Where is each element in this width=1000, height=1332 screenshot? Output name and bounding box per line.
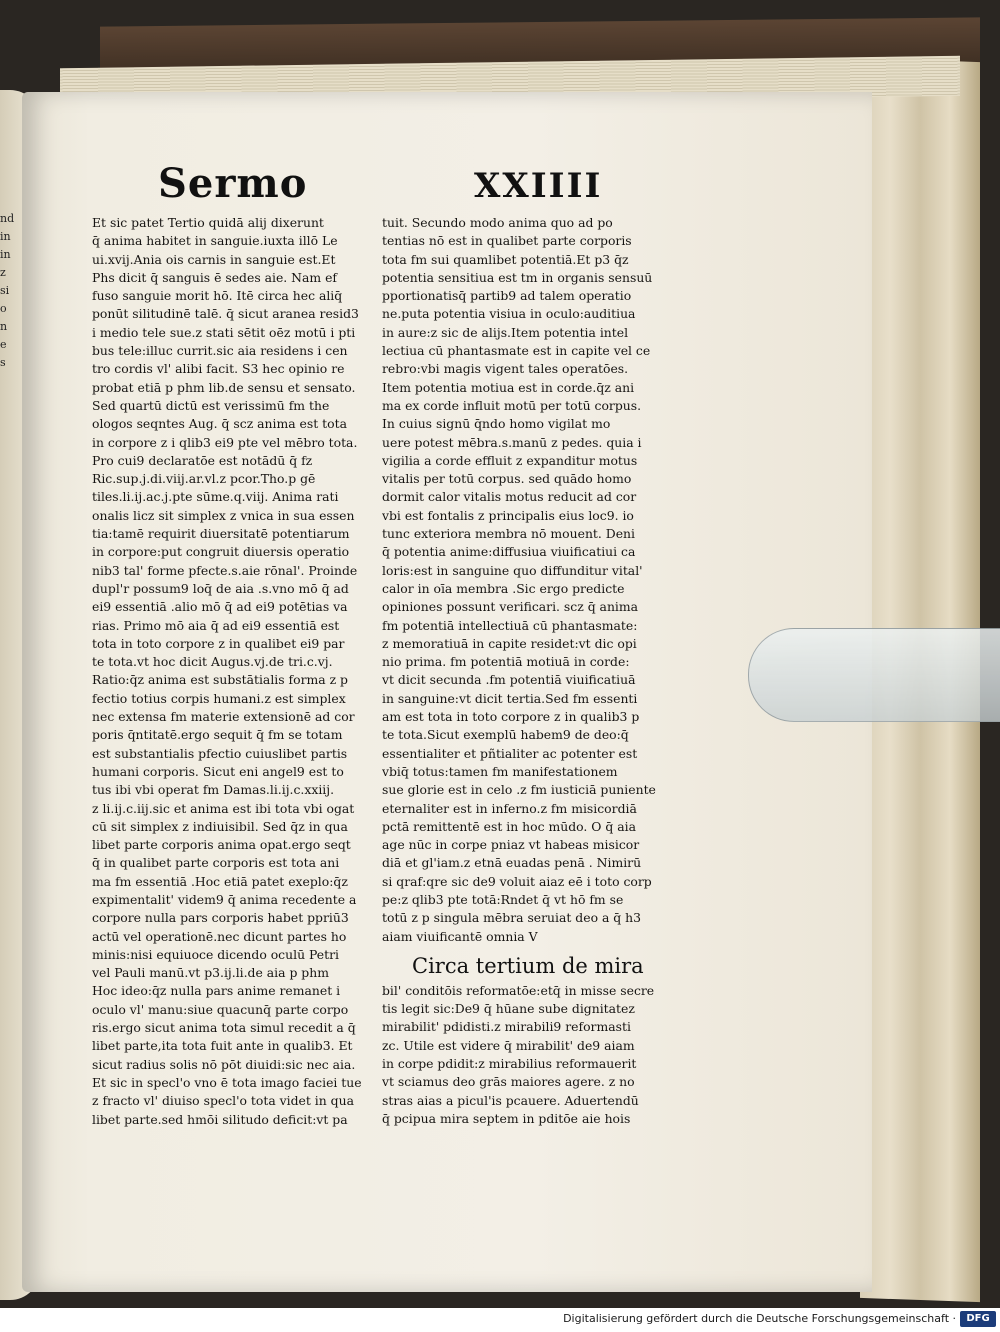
right-line: vt dicit secunda .fm potentiā viuificatiuā: [382, 672, 636, 688]
right-line: Item potentia motiua est in corde.q̄z ani: [382, 379, 635, 395]
right-line: tunc exteriora membra nō mouent. Deni: [382, 526, 636, 542]
left-line: humani corporis. Sicut eni angel9 est to: [92, 763, 344, 779]
right-line: q̄ potentia anime:diffusiua viuificatiui ca: [382, 544, 636, 560]
left-line: libet parte corporis anima opat.ergo seqt: [92, 837, 351, 853]
right-line: loris:est in sanguine quo diffunditur vital': [382, 562, 643, 578]
right-line: pportionatisq̄ partib9 ad talem operatio: [382, 288, 632, 304]
right-line: pctā remittentē est in hoc mūdo. O q̄ aia: [382, 818, 636, 834]
right-line: tuit. Secundo modo anima quo ad po: [382, 215, 613, 230]
left-line: ris.ergo sicut anima tota simul recedit a q̄: [92, 1020, 356, 1036]
right-line: aiam viuificantē omnia V: [382, 928, 538, 944]
margin-fragment-line: e: [0, 338, 7, 351]
left-line: sicut radius solis nō pōt diuidi:sic nec aia.: [92, 1056, 356, 1072]
right-line: am est tota in toto corpore z in qualib3 p: [382, 709, 640, 725]
right-line: ne.puta potentia visiua in oculo:auditiua: [382, 306, 636, 322]
footer-bar: [0, 1308, 1000, 1332]
right-line: vbi est fontalis z principalis eius loc9. io: [382, 507, 634, 523]
left-line: dupl'r possum9 loq̄ de aia .s.vno mō q̄ ad: [92, 580, 349, 596]
margin-fragment-line: in: [0, 230, 11, 243]
right-line: In cuius signū q̄ndo homo vigilat mo: [382, 416, 611, 432]
left-line: in corpore z i qlib3 ei9 pte vel mēbro tota.: [92, 434, 358, 450]
page-clip-bookmark: [748, 628, 1000, 722]
left-line: probat etiā p phm lib.de sensu et sensato.: [92, 379, 356, 395]
margin-fragment-line: o: [0, 302, 7, 315]
left-line: Sed quartū dictū est verissimū fm the: [92, 397, 330, 413]
right-line: calor in oīa membra .Sic ergo predicte: [382, 580, 625, 596]
right-text-column: [382, 214, 682, 1128]
right-line: dormit calor vitalis motus reducit ad cor: [382, 489, 637, 505]
left-line: nec extensa fm materie extensionē ad cor: [92, 709, 355, 725]
margin-fragment-line: s: [0, 356, 6, 369]
left-line: z li.ij.c.iij.sic et anima est ibi tota vbi ogat: [92, 800, 355, 816]
funding-credit: Digitalisierung gefördert durch die Deutsche Forschungsgemeinschaft ·: [563, 1312, 956, 1325]
left-line: tota in toto corpore z in qualibet ei9 par: [92, 635, 345, 651]
left-line: minis:nisi equiuoce dicendo oculū Petri: [92, 946, 339, 962]
left-line: tia:tamē requirit diuersitatē potentiarum: [92, 526, 350, 542]
left-line: actū vel operationē.nec dicunt partes ho: [92, 928, 347, 944]
right-line: totū z p singula mēbra seruiat deo a q̄ h3: [382, 910, 642, 926]
left-line: in corpore:put congruit diuersis operatio: [92, 544, 350, 560]
right-line: eternaliter est in inferno.z fm misicordiā: [382, 800, 637, 816]
right-after-line: q̄ pcipua mira septem in pditōe aie hois: [382, 1110, 631, 1126]
left-line: tus ibi vbi operat fm Damas.li.ij.c.xxiij.: [92, 782, 335, 798]
right-line: uere potest mēbra.s.manū z pedes. quia i: [382, 434, 642, 450]
right-after-line: mirabilit' pdidisti.z mirabili9 reformasti: [382, 1019, 631, 1035]
running-head-number: XXIIII: [474, 166, 603, 206]
left-line: fectio totius corpis humani.z est simplex: [92, 690, 346, 706]
right-line: fm potentiā intellectiuā cū phantasmate:: [382, 617, 638, 633]
left-line: bus tele:illuc currit.sic aia residens i cen: [92, 343, 348, 359]
right-line: te tota.Sicut exemplū habem9 de deo:q̄: [382, 727, 629, 743]
right-after-line: vt sciamus deo grās maiores agere. z no: [382, 1074, 635, 1090]
left-line: rias. Primo mō aia q̄ ad ei9 essentiā est: [92, 617, 340, 633]
left-line: ponūt silitudinē talē. q̄ sicut aranea resid3: [92, 306, 359, 322]
margin-fragment-line: nd: [0, 212, 15, 225]
left-line: nib3 tal' forme pfecte.s.aie rōnal'. Proinde: [92, 562, 358, 578]
right-after-line: tis legit sic:De9 q̄ hūane sube dignitatez: [382, 1001, 635, 1017]
left-line: vel Pauli manū.vt p3.ij.li.de aia p phm: [92, 965, 329, 981]
left-line: libet parte,ita tota fuit ante in qualib3. Et: [92, 1038, 353, 1054]
left-line: onalis licz sit simplex z vnica in sua essen: [92, 507, 355, 523]
right-line: pe:z qlib3 pte totā:Rndet q̄ vt hō fm se: [382, 891, 624, 907]
right-line: vigilia a corde effluit z expanditur motus: [382, 452, 638, 468]
left-line: poris q̄ntitatē.ergo sequit q̄ fm se totam: [92, 727, 343, 743]
left-line: q̄ anima habitet in sanguie.iuxta illō Le: [92, 233, 338, 249]
left-line: ologos seqntes Aug. q̄ scz anima est tota: [92, 416, 347, 432]
right-line: in aure:z sic de alijs.Item potentia intel: [382, 324, 629, 340]
right-line: ma ex corde influit motū per totū corpus.: [382, 397, 642, 413]
right-after-line: zc. Utile est videre q̄ mirabilit' de9 aiam: [382, 1037, 635, 1053]
left-line: Hoc ideo:q̄z nulla pars anime remanet i: [92, 983, 341, 999]
margin-fragment: [0, 210, 16, 372]
right-line: rebro:vbi magis vigent tales operatōes.: [382, 361, 629, 377]
right-line: vitalis per totū corpus. sed quādo homo: [382, 471, 632, 487]
left-line: tro cordis vl' alibi facit. S3 hec opinio re: [92, 361, 345, 377]
left-line: Et sic in specl'o vno ē tota imago faciei tue: [92, 1074, 362, 1090]
right-after-line: in corpe pdidit:z mirabilius reformauerit: [382, 1056, 637, 1072]
right-line: vbiq̄ totus:tamen fm manifestationem: [382, 763, 618, 779]
right-line: in sanguine:vt dicit tertia.Sed fm essenti: [382, 690, 638, 706]
right-line: lectiua cū phantasmate est in capite vel ce: [382, 343, 651, 359]
margin-fragment-line: in: [0, 248, 11, 261]
section-heading: Circa tertium de mira: [412, 953, 644, 978]
right-line: opiniones possunt verificari. scz q̄ anima: [382, 599, 639, 615]
left-line: z fracto vl' diuiso specl'o tota videt in qua: [92, 1093, 354, 1109]
right-line: si qraf:qre sic de9 voluit aiaz eē i toto corp: [382, 873, 652, 889]
left-line: fuso sanguie morit hō. Itē circa hec aliq̄: [92, 288, 343, 304]
right-line: essentialiter et pñtialiter ac potenter est: [382, 745, 638, 761]
left-line: Pro cui9 declaratōe est notādū q̄ fz: [92, 452, 313, 468]
left-line: Ratio:q̄z anima est substātialis forma z p: [92, 672, 348, 688]
left-line: libet parte.sed hmōi silitudo deficit:vt pa: [92, 1111, 348, 1127]
right-line: sue glorie est in celo .z fm iusticiā puniente: [382, 782, 656, 798]
right-line: tentias nō est in qualibet parte corporis: [382, 233, 632, 249]
left-line: ma fm essentiā .Hoc etiā patet exeplo:q̄z: [92, 873, 348, 889]
right-after-line: bil' conditōis reformatōe:etq̄ in misse secre: [382, 982, 655, 998]
left-line: Phs dicit q̄ sanguis ē sedes aie. Nam ef: [92, 269, 338, 285]
left-line: est substantialis pfectio cuiuslibet partis: [92, 745, 348, 761]
left-line: ei9 essentiā .alio mō q̄ ad ei9 potētias va: [92, 599, 348, 615]
left-line: te tota.vt hoc dicit Augus.vj.de tri.c.vj.: [92, 654, 333, 670]
left-line: corpore nulla pars corporis habet ppriū3: [92, 910, 349, 926]
left-line: tiles.li.ij.ac.j.pte sūme.q.viij. Anima rati: [92, 489, 339, 505]
right-after-line: stras aias a picul'is pcauere. Aduertendū: [382, 1092, 639, 1108]
left-line: q̄ in qualibet parte corporis est tota ani: [92, 855, 340, 871]
margin-fragment-line: n: [0, 320, 8, 333]
left-line: ui.xvij.Ania ois carnis in sanguie est.Et: [92, 251, 336, 267]
running-head-title: Sermo: [158, 160, 308, 207]
margin-fragment-line: z: [0, 266, 6, 279]
right-line: diā et gl'iam.z etnā euadas penā . Nimirū: [382, 855, 642, 871]
right-line: age nūc in corpe pniaz vt habeas misicor: [382, 837, 640, 853]
margin-fragment-line: si: [0, 284, 10, 297]
left-line: Et sic patet Tertio quidā alij dixerunt: [92, 215, 324, 230]
right-line: tota fm sui quamlibet potentiā.Et p3 q̄z: [382, 251, 629, 267]
right-line: nio prima. fm potentiā motiuā in corde:: [382, 654, 630, 670]
right-line: potentia sensitiua est tm in organis sensuū: [382, 269, 653, 285]
dfg-logo: DFG: [960, 1311, 996, 1327]
left-text-column: [92, 214, 390, 1129]
left-line: cū sit simplex z indiuisibil. Sed q̄z in qua: [92, 818, 348, 834]
left-line: Ric.sup.j.di.viij.ar.vl.z pcor.Tho.p gē: [92, 471, 316, 487]
right-line: z memoratiuā in capite residet:vt dic opi: [382, 635, 637, 651]
left-line: expimentalit' videm9 q̄ anima recedente a: [92, 891, 357, 907]
left-line: oculo vl' manu:siue quacunq̄ parte corpo: [92, 1001, 349, 1017]
left-line: i medio tele sue.z stati sētit oēz motū i pti: [92, 324, 356, 340]
